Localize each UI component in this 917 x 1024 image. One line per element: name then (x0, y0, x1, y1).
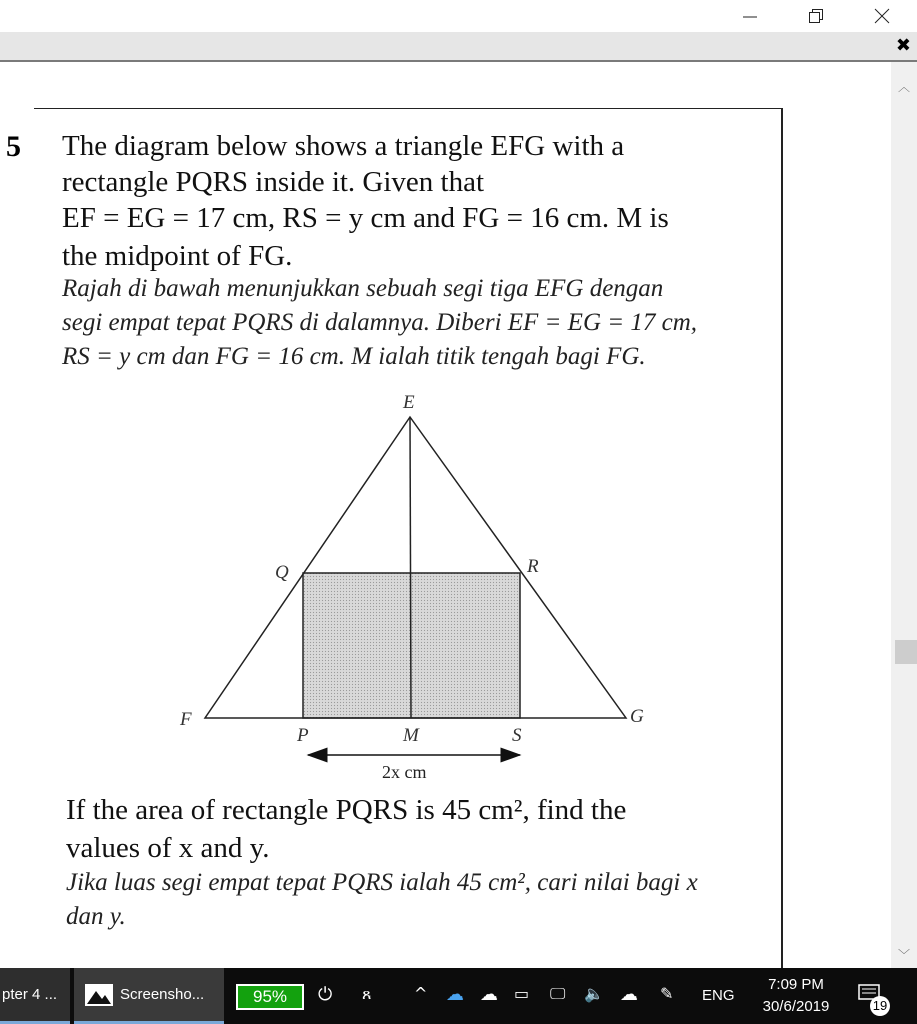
viewer-toolbar (0, 32, 917, 62)
restore-button[interactable] (793, 0, 839, 32)
question-en-line: EF = EG = 17 cm, RS = y cm and FG = 16 cm. M is (62, 202, 669, 234)
clock-date: 30/6/2019 (762, 998, 830, 1015)
document-view (0, 62, 891, 968)
taskbar-app-label: Screensho... (120, 986, 205, 1003)
question-ms-line: RS = y cm dan FG = 16 cm. M ialah titik tengah bagi FG. (62, 343, 646, 370)
question-en-line: rectangle PQRS inside it. Given that (62, 166, 485, 198)
question-en-line: The diagram below shows a triangle EFG with a (62, 130, 625, 162)
notification-count-badge: 19 (870, 996, 890, 1016)
label-g: G (630, 706, 644, 727)
minimize-icon (742, 8, 758, 24)
ask-en-line: If the area of rectangle PQRS is 45 cm², find the (66, 794, 627, 826)
label-q: Q (275, 562, 289, 583)
battery-tray-icon[interactable]: ▭ (514, 984, 530, 1003)
question-ms-line: segi empat tepat PQRS di dalamnya. Diberi EF = EG = 17 cm, (62, 309, 698, 336)
clock[interactable] (744, 974, 848, 1018)
label-s: S (512, 725, 522, 746)
close-icon (874, 8, 890, 24)
label-e: E (403, 392, 415, 413)
onedrive-icon[interactable]: ☁ (446, 984, 464, 1005)
median-em (410, 417, 411, 718)
taskbar (0, 968, 917, 1024)
question-en-line: the midpoint of FG. (62, 240, 293, 272)
window-titlebar (0, 0, 917, 32)
scrollbar-thumb[interactable] (895, 640, 917, 664)
taskbar-app-chapter[interactable] (0, 968, 70, 1024)
people-icon[interactable]: ጸ (362, 984, 372, 1003)
scroll-up-icon[interactable]: ︿ (897, 80, 910, 94)
cloud-upload-icon[interactable]: ☁ (620, 984, 638, 1005)
question-number: 5 (6, 130, 21, 163)
show-hidden-icons-icon[interactable]: ^ (414, 984, 428, 1003)
battery-indicator[interactable]: 95% (236, 984, 304, 1010)
language-indicator[interactable]: ENG (702, 987, 735, 1004)
taskbar-app-screenshot[interactable] (74, 968, 224, 1024)
photos-icon (84, 983, 114, 1007)
ask-ms-line: dan y. (66, 903, 126, 930)
label-m: M (403, 725, 419, 746)
taskbar-app-label: pter 4 ... (2, 986, 58, 1003)
label-width: 2x cm (382, 762, 427, 782)
scroll-down-icon[interactable]: ﹀ (897, 948, 910, 962)
label-p: P (297, 725, 309, 746)
action-center-button[interactable] (858, 982, 894, 1018)
label-f: F (180, 709, 192, 730)
close-button[interactable] (859, 0, 905, 32)
pen-icon[interactable]: ✎ (660, 984, 674, 1003)
restore-icon (808, 8, 824, 24)
question-ms-line: Rajah di bawah menunjukkan sebuah segi tiga EFG dengan (62, 275, 664, 302)
network-icon[interactable]: 🖵 (550, 984, 566, 1003)
ask-ms-line: Jika luas segi empat tepat PQRS ialah 45 cm², cari nilai bagi x (66, 869, 698, 896)
ask-en-line: values of x and y. (66, 832, 270, 864)
cloud-sync-icon[interactable]: ☁ (480, 984, 498, 1005)
minimize-button[interactable] (727, 0, 773, 32)
power-plug-icon[interactable]: ⏻ (318, 984, 333, 1005)
viewer-close-button[interactable]: ✖ (895, 35, 911, 56)
label-r: R (527, 556, 539, 577)
volume-icon[interactable]: 🔈 (584, 984, 604, 1003)
vertical-scrollbar[interactable] (891, 62, 917, 968)
clock-time: 7:09 PM (768, 976, 824, 993)
